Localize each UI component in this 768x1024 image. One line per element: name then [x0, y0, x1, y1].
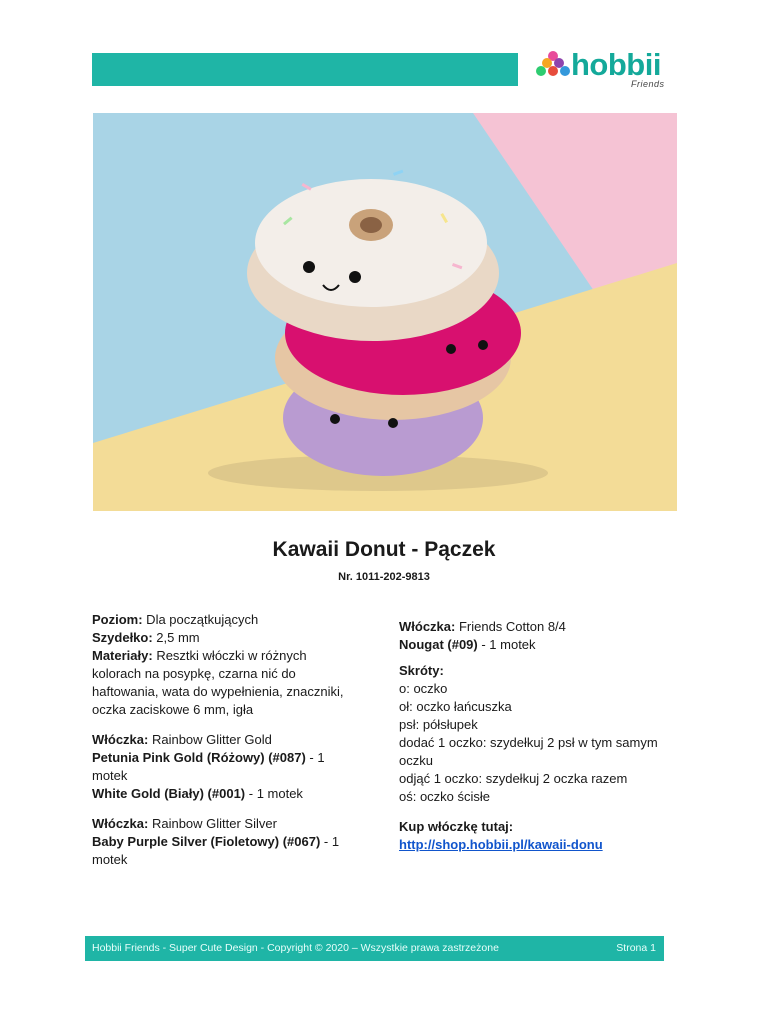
yarn1-color2: White Gold (Biały) (#001) - 1 motek [92, 786, 303, 801]
yarn2-color1: Baby Purple Silver (Fioletowy) (#067) - 1 motek [92, 834, 340, 867]
abbreviation-item: oł: oczko łańcuszka [399, 699, 512, 714]
level-line: Poziom: Dla początkujących [92, 612, 259, 627]
pattern-details [92, 611, 354, 869]
hobbii-logo [535, 47, 685, 93]
yarn2-line: Włóczka: Rainbow Glitter Silver [92, 816, 277, 831]
hook-line: Szydełko: 2,5 mm [92, 630, 200, 645]
abbreviation-item: oś: oczko ścisłe [399, 789, 491, 804]
yarn-balls-icon [535, 49, 571, 79]
yarn1-line: Włóczka: Rainbow Glitter Gold [92, 732, 272, 747]
abbreviations-title: Skróty: [399, 663, 444, 678]
materials-line: Materiały: Resztki włóczki w różnych kolorach na posypkę, czarna nić do haftowania, wata do wypełnienia, znaczniki, oczka zaciskowe 6 mm, igła [92, 648, 344, 717]
pattern-number: Nr. 1011-202-9813 [338, 571, 430, 583]
header-bar [92, 53, 518, 86]
brand-name: hobbii [571, 47, 661, 82]
abbreviation-item: psł: półsłupek [399, 717, 478, 732]
yarn-line: Włóczka: Friends Cotton 8/4 [399, 619, 566, 634]
abbreviation-item: odjąć 1 oczko: szydełkuj 2 oczka razem [399, 771, 628, 786]
yarn1-color1: Petunia Pink Gold (Różowy) (#087) - 1 motek [92, 750, 325, 783]
page-number: Strona 1 [616, 942, 656, 954]
footer-copyright: Hobbii Friends - Super Cute Design - Copyright © 2020 – Wszystkie prawa zastrzeżone [92, 942, 499, 954]
yarn-color: Nougat (#09) - 1 motek [399, 637, 536, 652]
pattern-title: Kawaii Donut - Pączek [272, 538, 496, 561]
abbreviation-item: dodać 1 oczko: szydełkuj 2 psł w tym samym oczku [399, 735, 658, 768]
abbreviation-item: o: oczko [399, 681, 448, 696]
buy-label: Kup włóczkę tutaj: [399, 819, 514, 834]
footer-bar [85, 936, 664, 961]
donut-photo [93, 113, 677, 511]
shop-link[interactable]: http://shop.hobbii.pl/kawaii-donu [399, 837, 603, 852]
brand-subtitle: Friends [631, 79, 665, 89]
pattern-abbreviations [399, 618, 669, 854]
